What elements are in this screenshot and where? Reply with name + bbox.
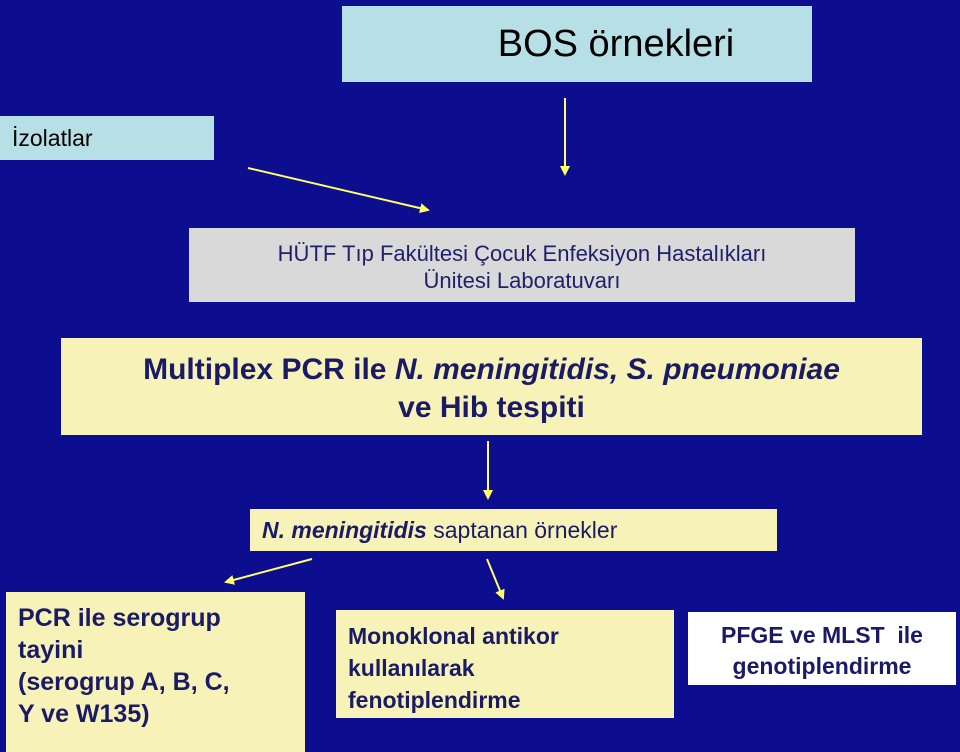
pcr-line-2: ve Hib tespiti <box>398 391 585 424</box>
nm-organism: N. meningitidis <box>262 517 427 543</box>
isolates-label: İzolatlar <box>12 124 93 151</box>
pcr-prefix: Multiplex PCR ile <box>143 353 395 386</box>
diagram-title: BOS örnekleri <box>497 22 735 65</box>
serogroup-line: PCR ile serogrup <box>18 604 221 632</box>
serogroup-line: Y ve W135) <box>18 700 150 728</box>
arrow-isolates-to-lab <box>248 168 428 210</box>
serogroup-line: tayini <box>18 636 84 664</box>
monoclonal-line: Monoklonal antikor <box>348 623 559 649</box>
serogroup-line: (serogrup A, B, C, <box>18 668 230 696</box>
pcr-organisms: N. meningitidis, S. pneumoniae <box>394 353 840 386</box>
arrow-nm-to-monoclonal <box>487 559 503 598</box>
nm-suffix: saptanan örnekler <box>426 517 618 543</box>
monoclonal-line: kullanılarak <box>348 655 475 681</box>
lab-line-2: Ünitesi Laboratuvarı <box>423 268 621 293</box>
pfge-line: PFGE ve MLST ile <box>721 622 923 648</box>
monoclonal-line: fenotiplendirme <box>348 687 521 713</box>
pfge-line: genotiplendirme <box>732 653 912 679</box>
lab-line-1: HÜTF Tıp Fakültesi Çocuk Enfeksiyon Hastalıkları <box>277 241 767 266</box>
arrow-nm-to-serogroup <box>226 559 312 582</box>
